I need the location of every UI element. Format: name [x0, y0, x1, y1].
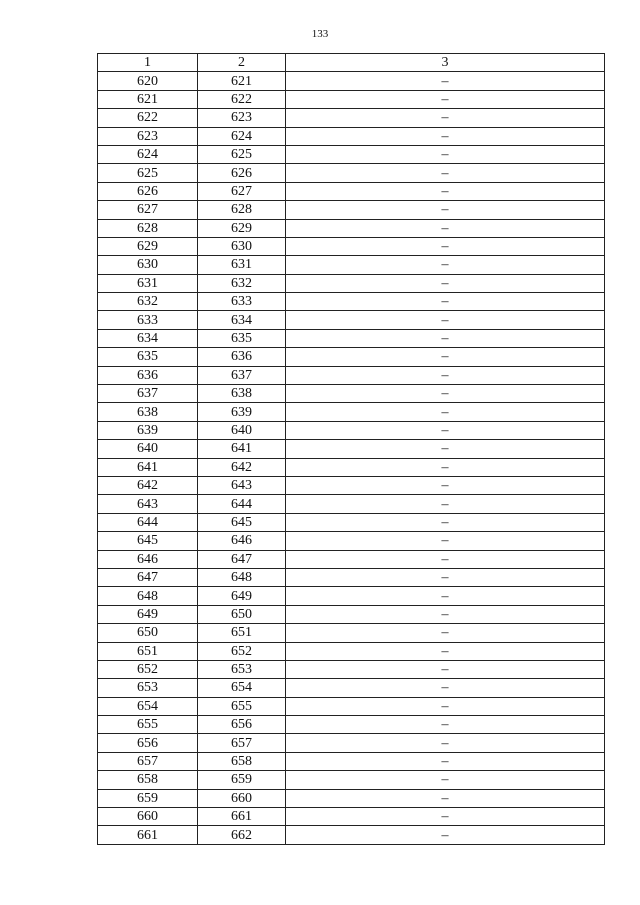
table-cell-col-3: – [286, 550, 605, 568]
table-cell-col-3: – [286, 771, 605, 789]
table-row [98, 716, 605, 734]
table-cell-col-2: 638 [198, 385, 286, 403]
table-row [98, 348, 605, 366]
table-row [98, 568, 605, 586]
table-cell-col-2: 653 [198, 660, 286, 678]
table-cell-col-2: 640 [198, 421, 286, 439]
table-cell-col-1: 635 [98, 348, 198, 366]
table-cell-col-2: 644 [198, 495, 286, 513]
table-cell-col-3: – [286, 716, 605, 734]
table-row [98, 385, 605, 403]
table-cell-col-2: 641 [198, 440, 286, 458]
table-cell-col-3: – [286, 219, 605, 237]
table-cell-col-3: – [286, 274, 605, 292]
table-cell-col-1: 655 [98, 716, 198, 734]
table-cell-col-3: – [286, 697, 605, 715]
table-cell-col-2: 625 [198, 145, 286, 163]
data-table [97, 53, 605, 845]
table-cell-col-2: 622 [198, 90, 286, 108]
column-header-2: 2 [198, 54, 286, 72]
table-row [98, 660, 605, 678]
table-row [98, 550, 605, 568]
table-row [98, 476, 605, 494]
table-row [98, 513, 605, 531]
table-cell-col-2: 628 [198, 201, 286, 219]
table-row [98, 145, 605, 163]
table-cell-col-1: 639 [98, 421, 198, 439]
table-cell-col-2: 643 [198, 476, 286, 494]
table-cell-col-3: – [286, 752, 605, 770]
table-cell-col-3: – [286, 237, 605, 255]
table-header [98, 54, 605, 72]
table-cell-col-3: – [286, 182, 605, 200]
table-cell-col-3: – [286, 734, 605, 752]
table-cell-col-3: – [286, 605, 605, 623]
table-cell-col-3: – [286, 495, 605, 513]
table-cell-col-2: 660 [198, 789, 286, 807]
table-cell-col-3: – [286, 513, 605, 531]
table-cell-col-2: 621 [198, 72, 286, 90]
table-cell-col-1: 620 [98, 72, 198, 90]
table-row [98, 201, 605, 219]
table-cell-col-1: 652 [98, 660, 198, 678]
table-cell-col-2: 662 [198, 826, 286, 844]
table-cell-col-3: – [286, 90, 605, 108]
table-cell-col-3: – [286, 366, 605, 384]
table-cell-col-3: – [286, 293, 605, 311]
table-cell-col-1: 658 [98, 771, 198, 789]
table-cell-col-1: 628 [98, 219, 198, 237]
table-cell-col-3: – [286, 476, 605, 494]
table-cell-col-2: 650 [198, 605, 286, 623]
table-row [98, 605, 605, 623]
table-cell-col-3: – [286, 403, 605, 421]
table-cell-col-1: 625 [98, 164, 198, 182]
table-cell-col-3: – [286, 458, 605, 476]
table-row [98, 127, 605, 145]
table-cell-col-2: 657 [198, 734, 286, 752]
table-row [98, 495, 605, 513]
table-cell-col-2: 647 [198, 550, 286, 568]
table-cell-col-3: – [286, 568, 605, 586]
table-cell-col-1: 656 [98, 734, 198, 752]
table-row [98, 789, 605, 807]
table-cell-col-1: 622 [98, 109, 198, 127]
table-cell-col-2: 637 [198, 366, 286, 384]
table-cell-col-3: – [286, 808, 605, 826]
table-cell-col-1: 624 [98, 145, 198, 163]
table-row [98, 440, 605, 458]
table-row [98, 734, 605, 752]
table-cell-col-2: 654 [198, 679, 286, 697]
table-cell-col-1: 631 [98, 274, 198, 292]
table-cell-col-1: 634 [98, 329, 198, 347]
table-row [98, 274, 605, 292]
table-cell-col-1: 660 [98, 808, 198, 826]
table-cell-col-2: 630 [198, 237, 286, 255]
table-row [98, 311, 605, 329]
table-cell-col-2: 645 [198, 513, 286, 531]
table-cell-col-2: 661 [198, 808, 286, 826]
table-cell-col-1: 621 [98, 90, 198, 108]
table-cell-col-2: 636 [198, 348, 286, 366]
table-cell-col-1: 629 [98, 237, 198, 255]
table-row [98, 164, 605, 182]
table-row [98, 752, 605, 770]
table-row [98, 624, 605, 642]
table-cell-col-2: 623 [198, 109, 286, 127]
table-cell-col-3: – [286, 164, 605, 182]
table-cell-col-1: 633 [98, 311, 198, 329]
table-row [98, 109, 605, 127]
table-row [98, 808, 605, 826]
table-cell-col-1: 626 [98, 182, 198, 200]
table-cell-col-3: – [286, 421, 605, 439]
table-cell-col-1: 661 [98, 826, 198, 844]
table-cell-col-2: 633 [198, 293, 286, 311]
table-cell-col-3: – [286, 642, 605, 660]
table-cell-col-3: – [286, 72, 605, 90]
table-row [98, 237, 605, 255]
header-row [98, 54, 605, 72]
table-row [98, 826, 605, 844]
table-cell-col-2: 658 [198, 752, 286, 770]
table-row [98, 421, 605, 439]
table-cell-col-1: 643 [98, 495, 198, 513]
table-cell-col-2: 655 [198, 697, 286, 715]
table-row [98, 771, 605, 789]
table-row [98, 697, 605, 715]
table-cell-col-3: – [286, 532, 605, 550]
table-cell-col-3: – [286, 256, 605, 274]
table-cell-col-2: 642 [198, 458, 286, 476]
table-cell-col-1: 651 [98, 642, 198, 660]
table-cell-col-2: 649 [198, 587, 286, 605]
table-row [98, 72, 605, 90]
table-body [98, 72, 605, 844]
table-cell-col-3: – [286, 624, 605, 642]
table-cell-col-1: 649 [98, 605, 198, 623]
table-cell-col-1: 657 [98, 752, 198, 770]
table-cell-col-1: 653 [98, 679, 198, 697]
table-cell-col-2: 659 [198, 771, 286, 789]
table-cell-col-2: 639 [198, 403, 286, 421]
table-cell-col-3: – [286, 201, 605, 219]
table-cell-col-1: 630 [98, 256, 198, 274]
table-cell-col-2: 626 [198, 164, 286, 182]
table-cell-col-3: – [286, 826, 605, 844]
table-cell-col-1: 654 [98, 697, 198, 715]
table-cell-col-3: – [286, 660, 605, 678]
table-cell-col-3: – [286, 679, 605, 697]
table-cell-col-3: – [286, 127, 605, 145]
table-cell-col-1: 638 [98, 403, 198, 421]
table-row [98, 679, 605, 697]
table-cell-col-2: 646 [198, 532, 286, 550]
table-cell-col-2: 624 [198, 127, 286, 145]
table-cell-col-1: 632 [98, 293, 198, 311]
table-row [98, 403, 605, 421]
table-cell-col-1: 636 [98, 366, 198, 384]
table-cell-col-1: 647 [98, 568, 198, 586]
table-cell-col-3: – [286, 385, 605, 403]
table-cell-col-3: – [286, 348, 605, 366]
table-cell-col-2: 651 [198, 624, 286, 642]
table-cell-col-2: 652 [198, 642, 286, 660]
table-cell-col-1: 642 [98, 476, 198, 494]
table-row [98, 532, 605, 550]
table-cell-col-1: 644 [98, 513, 198, 531]
table-cell-col-1: 646 [98, 550, 198, 568]
table-row [98, 256, 605, 274]
table-row [98, 90, 605, 108]
table-row [98, 329, 605, 347]
table-row [98, 366, 605, 384]
table-row [98, 458, 605, 476]
table-cell-col-2: 629 [198, 219, 286, 237]
table-cell-col-1: 645 [98, 532, 198, 550]
table-cell-col-3: – [286, 329, 605, 347]
column-header-1: 1 [98, 54, 198, 72]
table-row [98, 182, 605, 200]
table-cell-col-1: 623 [98, 127, 198, 145]
column-header-3: 3 [286, 54, 605, 72]
table-row [98, 219, 605, 237]
table-cell-col-3: – [286, 145, 605, 163]
table-cell-col-1: 659 [98, 789, 198, 807]
table-cell-col-3: – [286, 440, 605, 458]
table-cell-col-1: 640 [98, 440, 198, 458]
page-number: 133 [311, 28, 329, 40]
table-cell-col-1: 637 [98, 385, 198, 403]
table-cell-col-3: – [286, 789, 605, 807]
table-row [98, 293, 605, 311]
table-cell-col-2: 648 [198, 568, 286, 586]
table-cell-col-1: 648 [98, 587, 198, 605]
table-cell-col-2: 632 [198, 274, 286, 292]
table-row [98, 642, 605, 660]
table-cell-col-3: – [286, 311, 605, 329]
table-cell-col-2: 656 [198, 716, 286, 734]
table-cell-col-1: 641 [98, 458, 198, 476]
table-cell-col-1: 627 [98, 201, 198, 219]
table-cell-col-2: 631 [198, 256, 286, 274]
table-row [98, 587, 605, 605]
table-cell-col-2: 634 [198, 311, 286, 329]
table-cell-col-1: 650 [98, 624, 198, 642]
table-cell-col-3: – [286, 109, 605, 127]
table-cell-col-2: 627 [198, 182, 286, 200]
table-cell-col-2: 635 [198, 329, 286, 347]
table-cell-col-3: – [286, 587, 605, 605]
